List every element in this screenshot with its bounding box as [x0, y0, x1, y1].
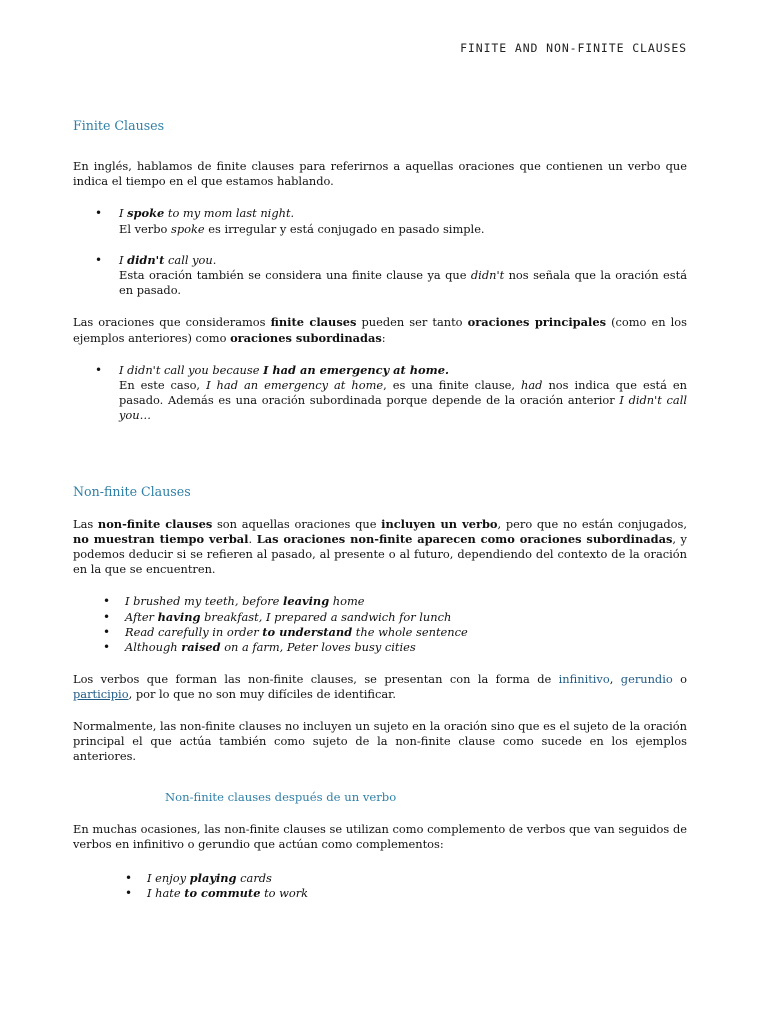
sub-heading-after-verb: Non-finite clauses después de un verbo	[165, 790, 397, 805]
text: (como en los ejemplos anteriores) como	[73, 315, 687, 345]
text: Los verbos que forman las non-finite clauses, se presentan con la forma de	[73, 672, 559, 687]
text: pueden ser tanto	[356, 315, 468, 330]
finite-intro-paragraph: En inglés, hablamos de finite clauses para referirnos a aquellas oraciones que contienen un verbo que indica el tiempo en el que estamos hablando.	[73, 159, 687, 189]
text: o	[672, 672, 688, 687]
text: , y podemos deducir si se refieren al pasado, al presente o al futuro, dependiendo del contexto de la oración en la que se encuentren.	[73, 531, 687, 577]
example-text: to my mom last night.	[164, 206, 295, 221]
link-participio[interactable]: participio	[73, 687, 129, 702]
example-highlight: to commute	[184, 885, 261, 900]
explanation-italic: I didn't call you…	[119, 393, 687, 423]
example-text: cards	[236, 870, 272, 885]
example-text: Although	[125, 640, 182, 655]
finite-paragraph-2	[73, 315, 687, 345]
nonfinite-examples-list	[73, 594, 687, 655]
text: , pero que no están conjugados,	[497, 516, 687, 531]
example-text: I brushed my teeth, before	[125, 594, 284, 609]
example-text: call you.	[164, 252, 217, 267]
link-gerundio[interactable]: gerundio	[620, 672, 673, 687]
list-item	[125, 640, 687, 655]
nonfinite-paragraph-4: En muchas ocasiones, las non-finite clauses se utilizan como complemento de verbos que van seguidos de verbos en infinitivo o gerundio que actúan como complementos:	[73, 822, 687, 852]
example-highlight: spoke	[127, 206, 165, 221]
text: , por lo que no son muy difíciles de identificar.	[128, 687, 396, 702]
list-item	[125, 594, 687, 609]
bold-term: oraciones subordinadas	[230, 330, 382, 345]
nonfinite-paragraph-1	[73, 517, 687, 578]
example-text: I hate	[147, 885, 185, 900]
text: :	[381, 330, 386, 345]
list-item	[125, 610, 687, 625]
nonfinite-paragraph-3: Normalmente, las non-finite clauses no incluyen un sujeto en la oración sino que es el sujeto de la oración principal el que actúa también como sujeto de la non-finite clause como sucede en los ejemplos anteriores.	[73, 718, 687, 764]
text: ,	[609, 672, 621, 687]
explanation-text: Esta oración también se considera una finite clause ya que	[119, 268, 471, 283]
example-highlight: to understand	[262, 624, 353, 639]
example-highlight: didn't	[127, 252, 165, 267]
text: son aquellas oraciones que	[212, 516, 382, 531]
section-heading-nonfinite: Non-finite Clauses	[73, 483, 191, 499]
explanation-italic: spoke	[170, 221, 205, 236]
example-text: I	[119, 252, 128, 267]
example-highlight: having	[157, 609, 201, 624]
explanation-text: es irregular y está conjugado en pasado simple.	[204, 221, 485, 236]
explanation-text: nos indica que está en pasado. Además es una oración subordinada porque depende de la oración anterior	[119, 378, 687, 408]
text: Las	[73, 516, 98, 531]
after-verb-examples-list	[73, 871, 687, 901]
bold-term: Las oraciones non-finite aparecen como oraciones subordinadas	[256, 531, 673, 546]
explanation-italic: I had an emergency at home	[206, 378, 384, 393]
list-item	[125, 625, 687, 640]
example-highlight: I had an emergency at home.	[263, 362, 449, 377]
finite-examples-list-1	[73, 206, 687, 298]
section-heading-finite: Finite Clauses	[73, 118, 165, 133]
explanation-text: En este caso,	[119, 378, 207, 393]
example-text: to work	[260, 885, 309, 900]
example-text: the whole sentence	[352, 624, 468, 639]
explanation-text: nos señala que la oración está en pasado.	[119, 268, 687, 298]
bold-term: no muestran tiempo verbal	[73, 531, 249, 546]
example-highlight: raised	[181, 640, 221, 655]
example-text: breakfast, I prepared a sandwich for lunch	[200, 609, 452, 624]
list-item	[119, 206, 687, 236]
list-item	[147, 886, 687, 901]
example-text: I enjoy	[147, 870, 190, 885]
text: Las oraciones que consideramos	[73, 315, 271, 330]
explanation-italic: had	[521, 378, 543, 393]
example-highlight: playing	[189, 870, 237, 885]
example-text: on a farm, Peter loves busy cities	[220, 640, 416, 655]
bold-term: finite clauses	[270, 315, 357, 330]
explanation-text: El verbo	[119, 221, 171, 236]
bold-term: incluyen un verbo	[381, 516, 498, 531]
example-highlight: leaving	[283, 594, 330, 609]
running-header: FINITE AND NON-FINITE CLAUSES	[460, 41, 687, 55]
example-text: Read carefully in order	[125, 624, 263, 639]
nonfinite-paragraph-2	[73, 672, 687, 702]
list-item	[119, 363, 687, 424]
explanation-text: , es una finite clause,	[383, 378, 522, 393]
text: .	[248, 531, 257, 546]
bold-term: non-finite clauses	[97, 516, 213, 531]
list-item	[147, 871, 687, 886]
link-infinitivo[interactable]: infinitivo	[558, 672, 610, 687]
example-text: I didn't call you because	[119, 362, 264, 377]
example-text: home	[329, 594, 365, 609]
example-text: After	[125, 609, 158, 624]
list-item	[119, 253, 687, 299]
bold-term: oraciones principales	[467, 315, 606, 330]
finite-examples-list-2	[73, 363, 687, 424]
document-body	[73, 118, 687, 901]
example-text: I	[119, 206, 128, 221]
explanation-italic: didn't	[470, 268, 505, 283]
